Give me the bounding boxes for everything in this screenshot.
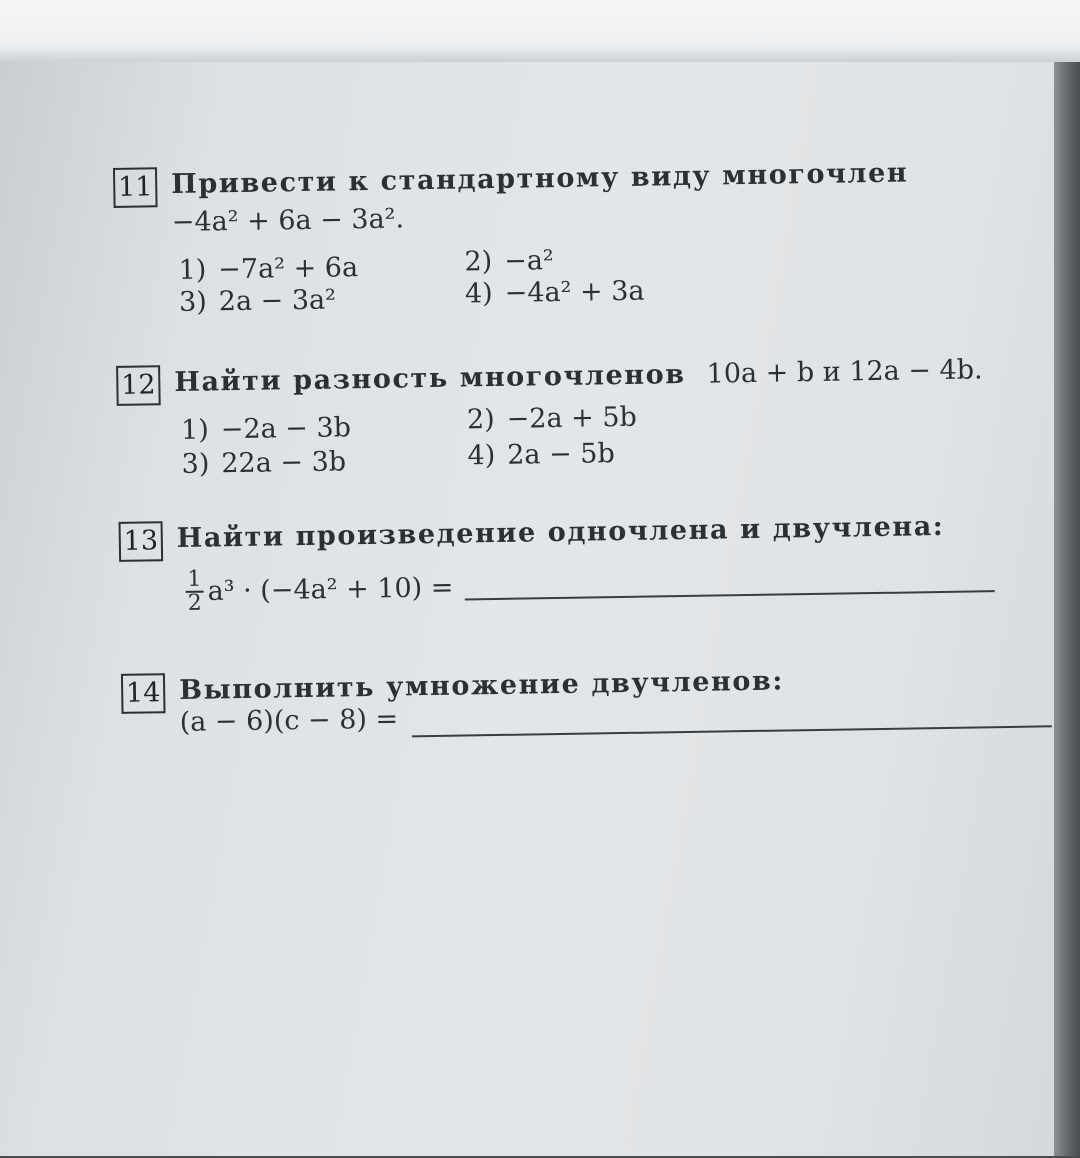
- task-prompt: Привести к стандартному виду многочлен: [170, 157, 909, 201]
- answer-option-2[interactable]: [464, 245, 554, 277]
- task-expression: [185, 565, 454, 615]
- expression-text: (a − 6)(c − 8) =: [179, 703, 399, 738]
- fraction-numerator: 1: [185, 569, 203, 593]
- prompt-text: Найти разность многочленов: [174, 358, 686, 399]
- option-value: −7a² + 6a: [218, 252, 359, 286]
- option-value: 2a − 5b: [507, 438, 616, 471]
- task-prompt: Найти произведение одночлена и двучлена:: [176, 510, 945, 554]
- answer-option-2[interactable]: [467, 402, 637, 436]
- expression-text: a³ · (−4a² + 10) =: [207, 572, 454, 608]
- option-value: 2a − 3a²: [218, 284, 337, 318]
- option-value: −2a + 5b: [506, 401, 638, 435]
- answer-option-1[interactable]: [181, 412, 351, 446]
- expression-text: 10a + b и 12a − 4b.: [706, 354, 983, 390]
- option-label: 3): [178, 286, 208, 318]
- task-expression: [172, 203, 405, 238]
- option-value: 22a − 3b: [221, 446, 347, 480]
- option-value: −2a − 3b: [220, 412, 352, 446]
- task-number-box: 13: [119, 521, 164, 562]
- option-label: 4): [464, 278, 493, 310]
- task-prompt: [174, 354, 983, 398]
- answer-blank-line[interactable]: [412, 725, 1052, 737]
- answer-option-1[interactable]: [178, 252, 358, 286]
- option-value: −4a² + 3a: [504, 275, 645, 309]
- task-number-box: 11: [113, 167, 158, 208]
- option-label: 3): [181, 448, 210, 480]
- task-number-box: 12: [116, 365, 161, 406]
- option-label: 2): [466, 403, 495, 436]
- task-number-box: 14: [121, 673, 166, 714]
- answer-option-4[interactable]: [467, 438, 615, 471]
- expression-text: −4a² + 6a − 3a².: [171, 203, 405, 239]
- fraction: [185, 566, 204, 616]
- option-label: 4): [467, 439, 496, 472]
- task-expression: [179, 704, 398, 738]
- answer-option-3[interactable]: [179, 284, 336, 317]
- answer-blank-line[interactable]: [465, 590, 995, 600]
- option-value: −a²: [503, 245, 554, 277]
- fraction-denominator: 2: [187, 590, 203, 616]
- option-label: 1): [180, 414, 210, 446]
- option-label: 2): [464, 246, 493, 278]
- task-prompt: Выполнить умножение двучленов:: [178, 665, 785, 706]
- option-label: 1): [178, 254, 207, 286]
- answer-option-3[interactable]: [181, 446, 346, 480]
- answer-option-4[interactable]: [465, 276, 645, 310]
